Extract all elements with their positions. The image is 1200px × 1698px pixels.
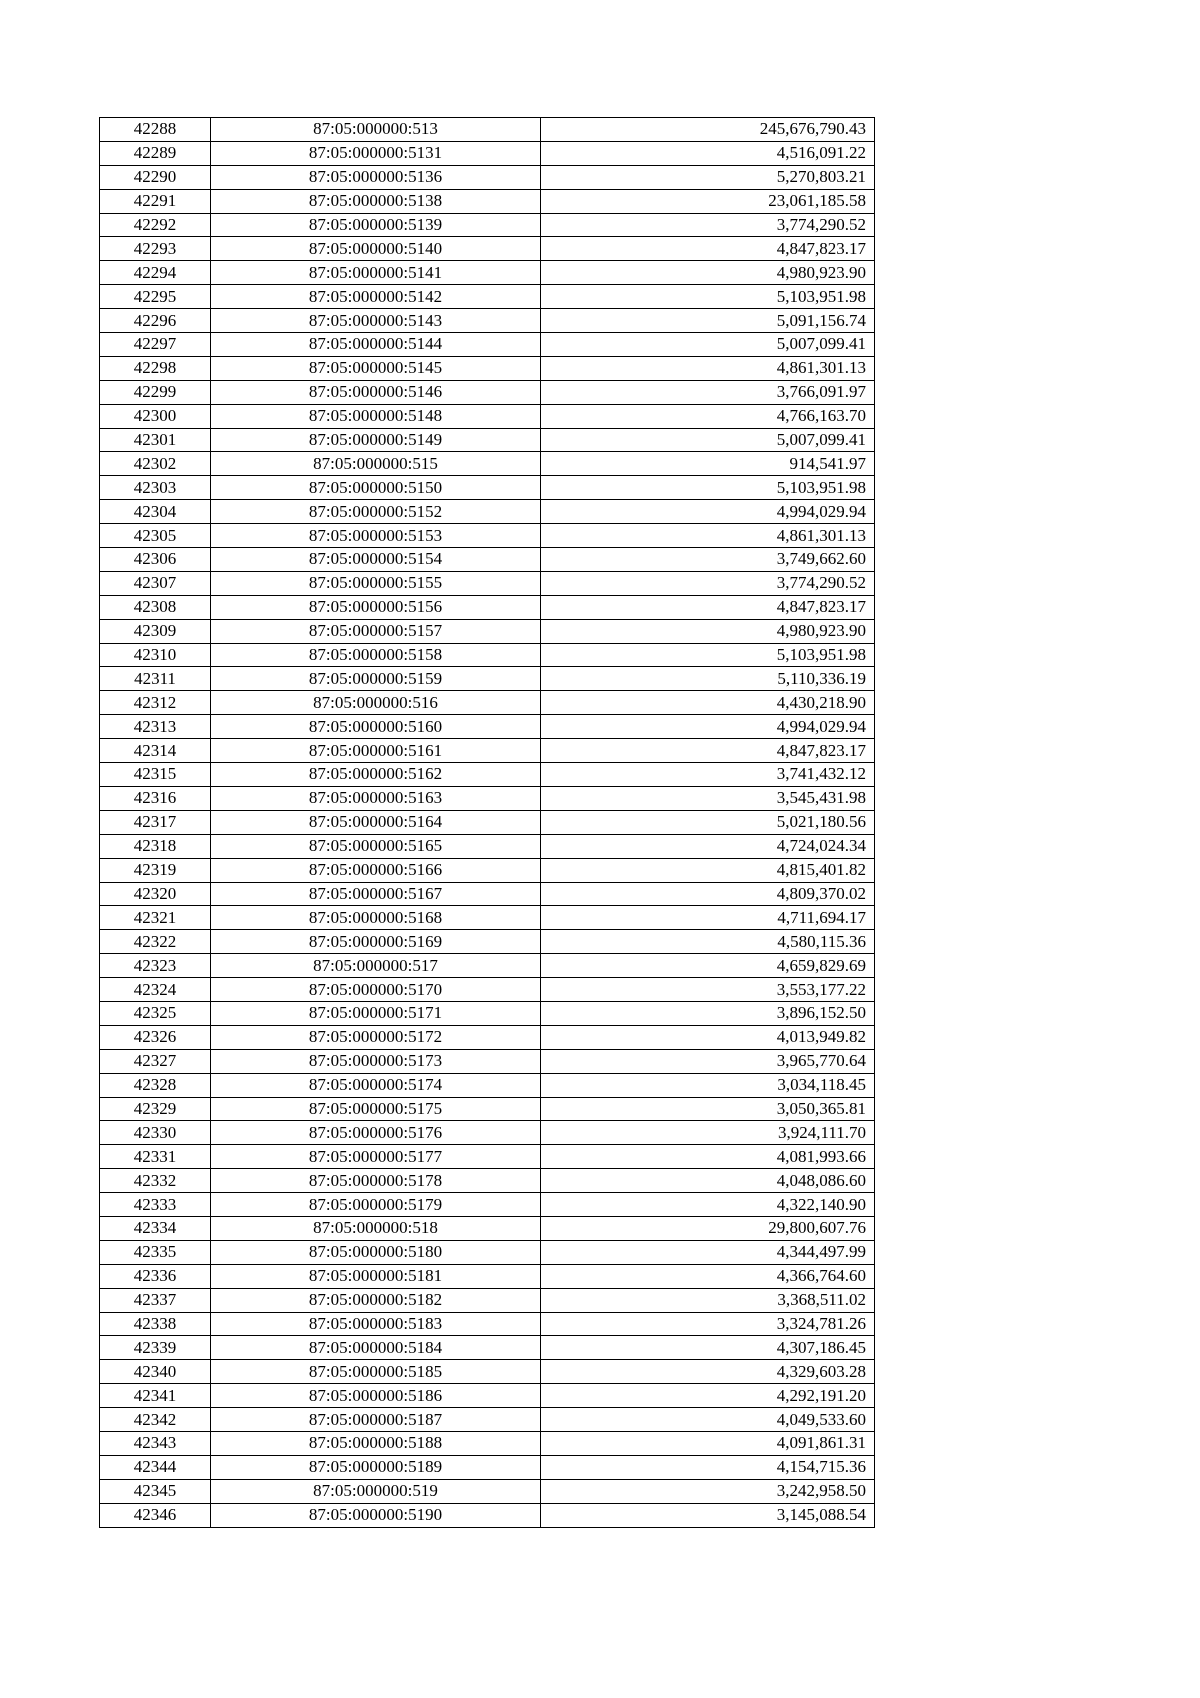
row-number-cell: 42299 xyxy=(100,380,211,404)
table-row xyxy=(100,548,875,572)
table-row xyxy=(100,1073,875,1097)
row-number-cell: 42312 xyxy=(100,691,211,715)
cadastral-number-cell: 87:05:000000:5136 xyxy=(211,165,541,189)
table-row xyxy=(100,500,875,524)
table-row xyxy=(100,1216,875,1240)
value-cell: 4,013,949.82 xyxy=(541,1025,875,1049)
row-number-cell: 42328 xyxy=(100,1073,211,1097)
value-cell: 3,324,781.26 xyxy=(541,1312,875,1336)
table-row xyxy=(100,1360,875,1384)
value-cell: 5,021,180.56 xyxy=(541,810,875,834)
value-cell: 4,344,497.99 xyxy=(541,1240,875,1264)
value-cell: 4,292,191.20 xyxy=(541,1384,875,1408)
cadastral-number-cell: 87:05:000000:5158 xyxy=(211,643,541,667)
row-number-cell: 42294 xyxy=(100,261,211,285)
row-number-cell: 42296 xyxy=(100,309,211,333)
cadastral-number-cell: 87:05:000000:5145 xyxy=(211,356,541,380)
row-number-cell: 42300 xyxy=(100,404,211,428)
row-number-cell: 42288 xyxy=(100,118,211,142)
row-number-cell: 42290 xyxy=(100,165,211,189)
value-cell: 4,048,086.60 xyxy=(541,1169,875,1193)
value-cell: 4,766,163.70 xyxy=(541,404,875,428)
table-row xyxy=(100,1240,875,1264)
value-cell: 3,965,770.64 xyxy=(541,1049,875,1073)
table-row xyxy=(100,739,875,763)
row-number-cell: 42346 xyxy=(100,1503,211,1527)
cadastral-number-cell: 87:05:000000:5187 xyxy=(211,1408,541,1432)
value-cell: 3,050,365.81 xyxy=(541,1097,875,1121)
table-row xyxy=(100,165,875,189)
table-row xyxy=(100,524,875,548)
row-number-cell: 42301 xyxy=(100,428,211,452)
table-row xyxy=(100,1169,875,1193)
cadastral-number-cell: 87:05:000000:5166 xyxy=(211,858,541,882)
value-cell: 5,270,803.21 xyxy=(541,165,875,189)
table-row xyxy=(100,309,875,333)
data-table xyxy=(99,117,875,1528)
cadastral-number-cell: 87:05:000000:5149 xyxy=(211,428,541,452)
row-number-cell: 42323 xyxy=(100,954,211,978)
table-row xyxy=(100,1503,875,1527)
value-cell: 5,007,099.41 xyxy=(541,333,875,357)
table-row xyxy=(100,954,875,978)
table-row xyxy=(100,356,875,380)
value-cell: 4,516,091.22 xyxy=(541,141,875,165)
row-number-cell: 42313 xyxy=(100,715,211,739)
row-number-cell: 42320 xyxy=(100,882,211,906)
table-row xyxy=(100,763,875,787)
table-row xyxy=(100,882,875,906)
row-number-cell: 42341 xyxy=(100,1384,211,1408)
cadastral-number-cell: 87:05:000000:5160 xyxy=(211,715,541,739)
table-row xyxy=(100,1193,875,1217)
cadastral-number-cell: 87:05:000000:5162 xyxy=(211,763,541,787)
table-row xyxy=(100,858,875,882)
cadastral-number-cell: 87:05:000000:5153 xyxy=(211,524,541,548)
table-row xyxy=(100,1264,875,1288)
value-cell: 5,110,336.19 xyxy=(541,667,875,691)
value-cell: 4,329,603.28 xyxy=(541,1360,875,1384)
value-cell: 3,545,431.98 xyxy=(541,786,875,810)
cadastral-number-cell: 87:05:000000:5171 xyxy=(211,1001,541,1025)
cadastral-number-cell: 87:05:000000:5186 xyxy=(211,1384,541,1408)
table-row xyxy=(100,810,875,834)
cadastral-number-cell: 87:05:000000:5159 xyxy=(211,667,541,691)
table-row xyxy=(100,261,875,285)
cadastral-number-cell: 87:05:000000:517 xyxy=(211,954,541,978)
row-number-cell: 42325 xyxy=(100,1001,211,1025)
row-number-cell: 42340 xyxy=(100,1360,211,1384)
table-row xyxy=(100,237,875,261)
row-number-cell: 42304 xyxy=(100,500,211,524)
value-cell: 3,896,152.50 xyxy=(541,1001,875,1025)
row-number-cell: 42327 xyxy=(100,1049,211,1073)
value-cell: 245,676,790.43 xyxy=(541,118,875,142)
row-number-cell: 42314 xyxy=(100,739,211,763)
cadastral-number-cell: 87:05:000000:5185 xyxy=(211,1360,541,1384)
value-cell: 4,049,533.60 xyxy=(541,1408,875,1432)
cadastral-number-cell: 87:05:000000:5174 xyxy=(211,1073,541,1097)
row-number-cell: 42306 xyxy=(100,548,211,572)
value-cell: 4,861,301.13 xyxy=(541,524,875,548)
value-cell: 4,809,370.02 xyxy=(541,882,875,906)
table-row xyxy=(100,1288,875,1312)
row-number-cell: 42344 xyxy=(100,1455,211,1479)
value-cell: 5,091,156.74 xyxy=(541,309,875,333)
row-number-cell: 42302 xyxy=(100,452,211,476)
row-number-cell: 42309 xyxy=(100,619,211,643)
row-number-cell: 42289 xyxy=(100,141,211,165)
row-number-cell: 42303 xyxy=(100,476,211,500)
table-row xyxy=(100,906,875,930)
row-number-cell: 42305 xyxy=(100,524,211,548)
row-number-cell: 42322 xyxy=(100,930,211,954)
cadastral-number-cell: 87:05:000000:5155 xyxy=(211,571,541,595)
row-number-cell: 42316 xyxy=(100,786,211,810)
cadastral-number-cell: 87:05:000000:5179 xyxy=(211,1193,541,1217)
cadastral-number-cell: 87:05:000000:5146 xyxy=(211,380,541,404)
row-number-cell: 42315 xyxy=(100,763,211,787)
table-row xyxy=(100,1479,875,1503)
cadastral-number-cell: 87:05:000000:5131 xyxy=(211,141,541,165)
value-cell: 3,774,290.52 xyxy=(541,213,875,237)
table-row xyxy=(100,1121,875,1145)
value-cell: 3,924,111.70 xyxy=(541,1121,875,1145)
row-number-cell: 42333 xyxy=(100,1193,211,1217)
cadastral-number-cell: 87:05:000000:5142 xyxy=(211,285,541,309)
value-cell: 4,091,861.31 xyxy=(541,1431,875,1455)
value-cell: 4,711,694.17 xyxy=(541,906,875,930)
cadastral-number-cell: 87:05:000000:5167 xyxy=(211,882,541,906)
table-row xyxy=(100,834,875,858)
value-cell: 3,145,088.54 xyxy=(541,1503,875,1527)
cadastral-number-cell: 87:05:000000:5143 xyxy=(211,309,541,333)
value-cell: 3,766,091.97 xyxy=(541,380,875,404)
cadastral-number-cell: 87:05:000000:5141 xyxy=(211,261,541,285)
cadastral-number-cell: 87:05:000000:5140 xyxy=(211,237,541,261)
row-number-cell: 42342 xyxy=(100,1408,211,1432)
table-row xyxy=(100,333,875,357)
row-number-cell: 42292 xyxy=(100,213,211,237)
table-row xyxy=(100,715,875,739)
value-cell: 4,322,140.90 xyxy=(541,1193,875,1217)
table-row xyxy=(100,1097,875,1121)
table-row xyxy=(100,1025,875,1049)
cadastral-number-cell: 87:05:000000:5169 xyxy=(211,930,541,954)
row-number-cell: 42324 xyxy=(100,978,211,1002)
value-cell: 4,081,993.66 xyxy=(541,1145,875,1169)
table-row xyxy=(100,930,875,954)
cadastral-number-cell: 87:05:000000:5161 xyxy=(211,739,541,763)
table-row xyxy=(100,452,875,476)
value-cell: 914,541.97 xyxy=(541,452,875,476)
cadastral-number-cell: 87:05:000000:513 xyxy=(211,118,541,142)
value-cell: 3,749,662.60 xyxy=(541,548,875,572)
row-number-cell: 42297 xyxy=(100,333,211,357)
value-cell: 4,307,186.45 xyxy=(541,1336,875,1360)
table-row xyxy=(100,1001,875,1025)
row-number-cell: 42334 xyxy=(100,1216,211,1240)
cadastral-number-cell: 87:05:000000:5177 xyxy=(211,1145,541,1169)
row-number-cell: 42318 xyxy=(100,834,211,858)
cadastral-number-cell: 87:05:000000:5139 xyxy=(211,213,541,237)
value-cell: 3,242,958.50 xyxy=(541,1479,875,1503)
table-row xyxy=(100,1455,875,1479)
table-row xyxy=(100,404,875,428)
table-row xyxy=(100,285,875,309)
table-row xyxy=(100,691,875,715)
table-row xyxy=(100,595,875,619)
cadastral-number-cell: 87:05:000000:518 xyxy=(211,1216,541,1240)
cadastral-number-cell: 87:05:000000:519 xyxy=(211,1479,541,1503)
row-number-cell: 42326 xyxy=(100,1025,211,1049)
value-cell: 5,103,951.98 xyxy=(541,285,875,309)
cadastral-number-cell: 87:05:000000:5184 xyxy=(211,1336,541,1360)
row-number-cell: 42329 xyxy=(100,1097,211,1121)
table-row xyxy=(100,643,875,667)
value-cell: 4,861,301.13 xyxy=(541,356,875,380)
table-row xyxy=(100,476,875,500)
row-number-cell: 42331 xyxy=(100,1145,211,1169)
table-row xyxy=(100,667,875,691)
table-row xyxy=(100,1431,875,1455)
cadastral-number-cell: 87:05:000000:5152 xyxy=(211,500,541,524)
value-cell: 3,368,511.02 xyxy=(541,1288,875,1312)
cadastral-number-cell: 87:05:000000:5183 xyxy=(211,1312,541,1336)
table-row xyxy=(100,571,875,595)
row-number-cell: 42339 xyxy=(100,1336,211,1360)
cadastral-number-cell: 87:05:000000:5181 xyxy=(211,1264,541,1288)
row-number-cell: 42310 xyxy=(100,643,211,667)
table-row xyxy=(100,380,875,404)
value-cell: 5,007,099.41 xyxy=(541,428,875,452)
cadastral-number-cell: 87:05:000000:5165 xyxy=(211,834,541,858)
value-cell: 3,741,432.12 xyxy=(541,763,875,787)
cadastral-number-cell: 87:05:000000:5190 xyxy=(211,1503,541,1527)
cadastral-number-cell: 87:05:000000:516 xyxy=(211,691,541,715)
row-number-cell: 42343 xyxy=(100,1431,211,1455)
row-number-cell: 42330 xyxy=(100,1121,211,1145)
cadastral-number-cell: 87:05:000000:5182 xyxy=(211,1288,541,1312)
value-cell: 4,847,823.17 xyxy=(541,595,875,619)
table-row xyxy=(100,428,875,452)
value-cell: 4,847,823.17 xyxy=(541,739,875,763)
cadastral-number-cell: 87:05:000000:5157 xyxy=(211,619,541,643)
value-cell: 29,800,607.76 xyxy=(541,1216,875,1240)
cadastral-number-cell: 87:05:000000:515 xyxy=(211,452,541,476)
table-row xyxy=(100,1145,875,1169)
value-cell: 4,980,923.90 xyxy=(541,619,875,643)
row-number-cell: 42338 xyxy=(100,1312,211,1336)
value-cell: 5,103,951.98 xyxy=(541,476,875,500)
row-number-cell: 42298 xyxy=(100,356,211,380)
table-row xyxy=(100,118,875,142)
row-number-cell: 42336 xyxy=(100,1264,211,1288)
cadastral-number-cell: 87:05:000000:5176 xyxy=(211,1121,541,1145)
value-cell: 4,154,715.36 xyxy=(541,1455,875,1479)
row-number-cell: 42291 xyxy=(100,189,211,213)
cadastral-number-cell: 87:05:000000:5154 xyxy=(211,548,541,572)
cadastral-number-cell: 87:05:000000:5168 xyxy=(211,906,541,930)
cadastral-number-cell: 87:05:000000:5138 xyxy=(211,189,541,213)
table-row xyxy=(100,141,875,165)
row-number-cell: 42311 xyxy=(100,667,211,691)
table-row xyxy=(100,1384,875,1408)
value-cell: 4,659,829.69 xyxy=(541,954,875,978)
value-cell: 4,994,029.94 xyxy=(541,715,875,739)
table-row xyxy=(100,1312,875,1336)
value-cell: 4,724,024.34 xyxy=(541,834,875,858)
row-number-cell: 42345 xyxy=(100,1479,211,1503)
cadastral-number-cell: 87:05:000000:5170 xyxy=(211,978,541,1002)
cadastral-number-cell: 87:05:000000:5150 xyxy=(211,476,541,500)
row-number-cell: 42293 xyxy=(100,237,211,261)
table-row xyxy=(100,189,875,213)
cadastral-number-cell: 87:05:000000:5148 xyxy=(211,404,541,428)
value-cell: 4,430,218.90 xyxy=(541,691,875,715)
table-row xyxy=(100,619,875,643)
cadastral-number-cell: 87:05:000000:5173 xyxy=(211,1049,541,1073)
value-cell: 3,553,177.22 xyxy=(541,978,875,1002)
table-row xyxy=(100,213,875,237)
cadastral-number-cell: 87:05:000000:5188 xyxy=(211,1431,541,1455)
table-row xyxy=(100,1336,875,1360)
table-body xyxy=(100,118,875,1528)
table-row xyxy=(100,786,875,810)
value-cell: 4,980,923.90 xyxy=(541,261,875,285)
row-number-cell: 42307 xyxy=(100,571,211,595)
row-number-cell: 42337 xyxy=(100,1288,211,1312)
value-cell: 4,580,115.36 xyxy=(541,930,875,954)
row-number-cell: 42308 xyxy=(100,595,211,619)
table-row xyxy=(100,978,875,1002)
value-cell: 5,103,951.98 xyxy=(541,643,875,667)
value-cell: 3,774,290.52 xyxy=(541,571,875,595)
value-cell: 4,847,823.17 xyxy=(541,237,875,261)
row-number-cell: 42319 xyxy=(100,858,211,882)
value-cell: 23,061,185.58 xyxy=(541,189,875,213)
cadastral-number-cell: 87:05:000000:5164 xyxy=(211,810,541,834)
row-number-cell: 42332 xyxy=(100,1169,211,1193)
cadastral-number-cell: 87:05:000000:5163 xyxy=(211,786,541,810)
value-cell: 4,994,029.94 xyxy=(541,500,875,524)
cadastral-number-cell: 87:05:000000:5189 xyxy=(211,1455,541,1479)
cadastral-number-cell: 87:05:000000:5172 xyxy=(211,1025,541,1049)
table-row xyxy=(100,1049,875,1073)
row-number-cell: 42335 xyxy=(100,1240,211,1264)
row-number-cell: 42321 xyxy=(100,906,211,930)
cadastral-number-cell: 87:05:000000:5156 xyxy=(211,595,541,619)
table-row xyxy=(100,1408,875,1432)
value-cell: 4,815,401.82 xyxy=(541,858,875,882)
value-cell: 3,034,118.45 xyxy=(541,1073,875,1097)
row-number-cell: 42317 xyxy=(100,810,211,834)
row-number-cell: 42295 xyxy=(100,285,211,309)
cadastral-number-cell: 87:05:000000:5178 xyxy=(211,1169,541,1193)
cadastral-number-cell: 87:05:000000:5180 xyxy=(211,1240,541,1264)
cadastral-number-cell: 87:05:000000:5175 xyxy=(211,1097,541,1121)
value-cell: 4,366,764.60 xyxy=(541,1264,875,1288)
cadastral-number-cell: 87:05:000000:5144 xyxy=(211,333,541,357)
